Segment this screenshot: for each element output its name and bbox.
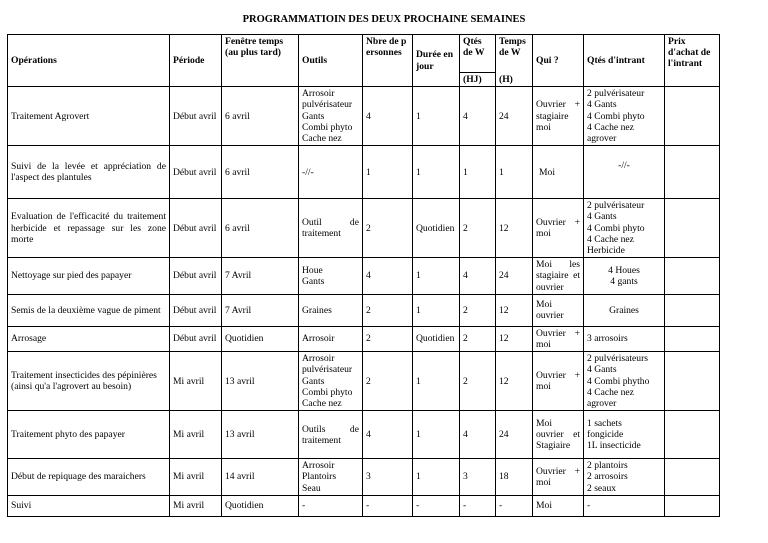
cell-qtes-w: 1 — [460, 146, 496, 199]
header-qui: Qui ? — [533, 35, 584, 87]
cell-qui: Ouvrier + stagiaire moi — [533, 87, 584, 146]
cell-qui: Moi ouvrier — [533, 294, 584, 326]
header-fenetre: Fenêtre temps (au plus tard) — [222, 35, 299, 87]
cell-qui: Moi les stagiaire et ouvrier — [533, 258, 584, 295]
cell-prix — [665, 258, 720, 295]
cell-duree: 1 — [413, 294, 460, 326]
table-row — [8, 326, 720, 351]
cell-qui: Ouvrier + moi — [533, 199, 584, 258]
header-qtes-w: Qtés de W — [460, 35, 496, 73]
table-row — [8, 352, 720, 411]
cell-temps-w: 24 — [496, 258, 533, 295]
document-title: PROGRAMMATIOIN DES DEUX PROCHAINE SEMAINES — [242, 14, 526, 25]
cell-nbre: 2 — [363, 199, 413, 258]
cell-fenetre: Quotidien — [222, 495, 299, 516]
cell-nbre: 2 — [363, 326, 413, 351]
cell-duree: 1 — [413, 352, 460, 411]
cell-intrant: -//- — [584, 146, 665, 199]
cell-periode: Début avril — [170, 87, 222, 146]
cell-duree: 1 — [413, 258, 460, 295]
cell-outils: Houe Gants — [299, 258, 363, 295]
table-row — [8, 146, 720, 199]
cell-operation: Nettoyage sur pied des papayer — [8, 258, 170, 295]
cell-nbre: 2 — [363, 352, 413, 411]
cell-nbre: 2 — [363, 294, 413, 326]
cell-operation: Suivi — [8, 495, 170, 516]
cell-prix — [665, 294, 720, 326]
header-duree: Durée en jour — [413, 35, 460, 87]
cell-operation: Arrosage — [8, 326, 170, 351]
cell-intrant: 2 plantoirs 2 arrosoirs 2 seaux — [584, 459, 665, 496]
cell-qui: Moi ouvrier et Stagiaire — [533, 411, 584, 459]
cell-duree: Quotidien — [413, 326, 460, 351]
cell-temps-w: 12 — [496, 352, 533, 411]
cell-qtes-w: 4 — [460, 87, 496, 146]
schedule-table — [7, 34, 720, 517]
cell-prix — [665, 411, 720, 459]
header-prix: Prix d'achat de l'intrant — [665, 35, 720, 87]
header-temps-w-unit: (H) — [496, 73, 533, 87]
cell-intrant: 4 Houes 4 gants — [584, 258, 665, 295]
cell-outils: Arrosoir pulvérisateur Gants Combi phyto Cache nez — [299, 87, 363, 146]
cell-temps-w: 12 — [496, 199, 533, 258]
table-row — [8, 258, 720, 295]
cell-fenetre: 14 avril — [222, 459, 299, 496]
table-row — [8, 294, 720, 326]
cell-periode: Début avril — [170, 199, 222, 258]
table-row — [8, 459, 720, 496]
cell-qtes-w: 2 — [460, 199, 496, 258]
cell-periode: Mi avril — [170, 459, 222, 496]
header-temps-w: Temps de W — [496, 35, 533, 73]
cell-operation: Suivi de la levée et appréciation de l'aspect des plantules — [8, 146, 170, 199]
cell-intrant: 2 pulvérisateur 4 Gants 4 Combi phyto 4 Cache nez agrover — [584, 87, 665, 146]
cell-temps-w: 12 — [496, 326, 533, 351]
cell-outils: Arrosoir pulvérisateur Gants Combi phyto Cache nez — [299, 352, 363, 411]
cell-operation: Semis de la deuxième vague de piment — [8, 294, 170, 326]
cell-fenetre: 6 avril — [222, 146, 299, 199]
cell-duree: 1 — [413, 146, 460, 199]
table-row — [8, 87, 720, 146]
cell-outils: Outil de traitement — [299, 199, 363, 258]
cell-prix — [665, 459, 720, 496]
cell-operation: Evaluation de l'efficacité du traitement herbicide et repassage sur les zone morte — [8, 199, 170, 258]
table-row — [8, 411, 720, 459]
cell-periode: Mi avril — [170, 495, 222, 516]
cell-qtes-w: 2 — [460, 326, 496, 351]
cell-periode: Début avril — [170, 326, 222, 351]
cell-prix — [665, 495, 720, 516]
cell-outils: Arrosoir Plantoirs Seau — [299, 459, 363, 496]
cell-operation: Traitement insecticides des pépinières (ainsi qu'a l'agrovert au besoin) — [8, 352, 170, 411]
cell-fenetre: 13 avril — [222, 352, 299, 411]
cell-periode: Mi avril — [170, 411, 222, 459]
cell-fenetre: 6 avril — [222, 199, 299, 258]
cell-periode: Début avril — [170, 146, 222, 199]
cell-temps-w: 1 — [496, 146, 533, 199]
header-outils: Outils — [299, 35, 363, 87]
cell-temps-w: 24 — [496, 411, 533, 459]
cell-nbre: 3 — [363, 459, 413, 496]
table-row — [8, 199, 720, 258]
cell-intrant: 1 sachets fongicide 1L insecticide — [584, 411, 665, 459]
cell-qtes-w: - — [460, 495, 496, 516]
cell-nbre: - — [363, 495, 413, 516]
cell-qui: Ouvrier + moi — [533, 352, 584, 411]
cell-duree: 1 — [413, 411, 460, 459]
cell-temps-w: - — [496, 495, 533, 516]
cell-qtes-w: 2 — [460, 352, 496, 411]
cell-qtes-w: 2 — [460, 294, 496, 326]
cell-nbre: 4 — [363, 258, 413, 295]
cell-prix — [665, 352, 720, 411]
cell-outils: - — [299, 495, 363, 516]
cell-qtes-w: 4 — [460, 411, 496, 459]
cell-outils: -//- — [299, 146, 363, 199]
cell-prix — [665, 146, 720, 199]
cell-fenetre: 13 avril — [222, 411, 299, 459]
header-periode: Période — [170, 35, 222, 87]
cell-outils: Outils de traitement — [299, 411, 363, 459]
cell-nbre: 4 — [363, 87, 413, 146]
table-row — [8, 495, 720, 516]
header-nbre-personnes: Nbre de personnes — [363, 35, 413, 87]
cell-duree: 1 — [413, 459, 460, 496]
cell-intrant: Graines — [584, 294, 665, 326]
cell-qtes-w: 3 — [460, 459, 496, 496]
cell-prix — [665, 87, 720, 146]
cell-fenetre: 7 Avril — [222, 294, 299, 326]
cell-duree: Quotidien — [413, 199, 460, 258]
cell-periode: Mi avril — [170, 352, 222, 411]
cell-qui: Moi — [533, 495, 584, 516]
cell-intrant: - — [584, 495, 665, 516]
cell-nbre: 4 — [363, 411, 413, 459]
cell-qui: Ouvrier + moi — [533, 459, 584, 496]
cell-qui: Moi — [533, 146, 584, 199]
header-qtes-intrant: Qtés d'intrant — [584, 35, 665, 87]
header-qtes-w-unit: (HJ) — [460, 73, 496, 87]
cell-outils: Graines — [299, 294, 363, 326]
cell-operation: Traitement Agrovert — [8, 87, 170, 146]
cell-periode: Début avril — [170, 294, 222, 326]
cell-fenetre: Quotidien — [222, 326, 299, 351]
cell-intrant: 2 pulvérisateurs 4 Gants 4 Combi phytho 4 Cache nez agrover — [584, 352, 665, 411]
header-operations: Opérations — [8, 35, 170, 87]
cell-intrant: 3 arrosoirs — [584, 326, 665, 351]
cell-duree: - — [413, 495, 460, 516]
cell-temps-w: 24 — [496, 87, 533, 146]
cell-prix — [665, 199, 720, 258]
cell-qtes-w: 4 — [460, 258, 496, 295]
cell-qui: Ouvrier + moi — [533, 326, 584, 351]
cell-operation: Début de repiquage des maraichers — [8, 459, 170, 496]
header-row — [8, 35, 720, 73]
cell-prix — [665, 326, 720, 351]
cell-intrant: 2 pulvérisateur 4 Gants 4 Combi phyto 4 Cache nez Herbicide — [584, 199, 665, 258]
cell-temps-w: 18 — [496, 459, 533, 496]
cell-duree: 1 — [413, 87, 460, 146]
cell-fenetre: 7 Avril — [222, 258, 299, 295]
cell-outils: Arrosoir — [299, 326, 363, 351]
cell-temps-w: 12 — [496, 294, 533, 326]
cell-periode: Début avril — [170, 258, 222, 295]
cell-fenetre: 6 avril — [222, 87, 299, 146]
cell-operation: Traitement phyto des papayer — [8, 411, 170, 459]
cell-nbre: 1 — [363, 146, 413, 199]
